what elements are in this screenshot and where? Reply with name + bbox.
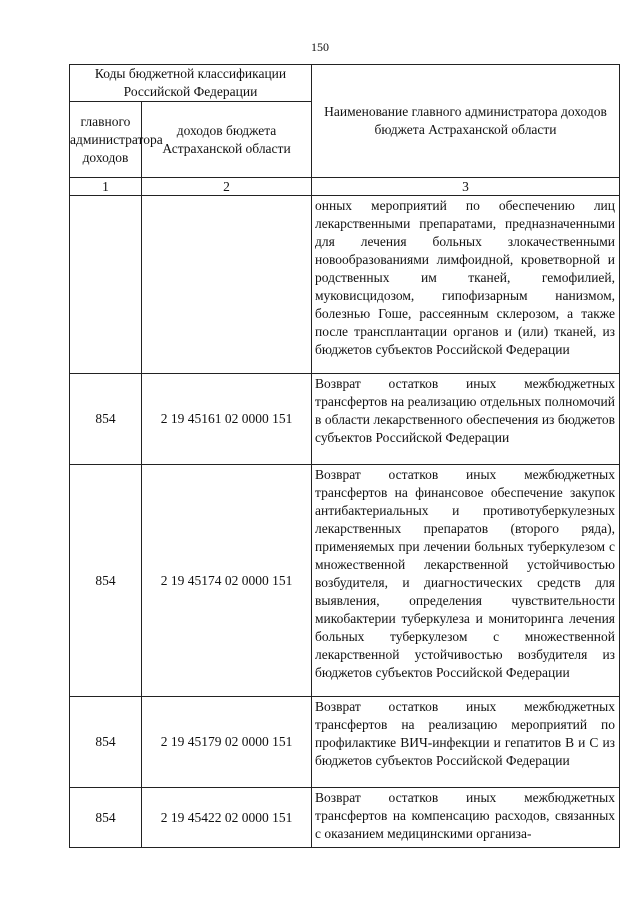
admin-column-header: главного администратора доходов bbox=[70, 102, 142, 178]
budget-code-cell bbox=[142, 196, 312, 374]
table-row bbox=[70, 196, 620, 374]
admin-code-cell: 854 bbox=[70, 697, 142, 788]
column-number: 1 bbox=[70, 178, 142, 196]
name-cell: Возврат остатков иных межбюджетных трансфертов на реализацию мероприятий по профилактике ВИЧ-инфекции и гепатитов B и C из бюджетов субъектов Российской Федерации bbox=[312, 697, 620, 788]
table-row bbox=[70, 788, 620, 848]
admin-code-cell: 854 bbox=[70, 374, 142, 465]
table-row bbox=[70, 697, 620, 788]
name-cell: Возврат остатков иных межбюджетных трансфертов на компенсацию расходов, связанных с оказанием медицинскими организа- bbox=[312, 788, 620, 848]
budget-code-cell: 2 19 45174 02 0000 151 bbox=[142, 465, 312, 697]
name-column-header: Наименование главного администратора доходов бюджета Астраханской области bbox=[312, 65, 620, 178]
group-header: Коды бюджетной классификации Российской Федерации bbox=[70, 65, 312, 102]
admin-code-cell: 854 bbox=[70, 788, 142, 848]
table-row bbox=[70, 374, 620, 465]
budget-codes-table bbox=[69, 64, 620, 848]
column-number: 3 bbox=[312, 178, 620, 196]
name-cell: онных мероприятий по обеспечению лиц лекарственными препаратами, предназначенными для лечения больных злокачественными новообразованиями лимфоидной, кроветворной и родственных им тканей, гемофилией, муковисцидозом, гипофизарным нанизмом, болезнью Гоше, рассеянным склерозом, а также после трансплантации органов и (или) тканей, из бюджетов субъектов Российской Федерации bbox=[312, 196, 620, 374]
admin-code-cell: 854 bbox=[70, 465, 142, 697]
column-number-row bbox=[70, 178, 620, 196]
page-number: 150 bbox=[311, 40, 329, 54]
admin-code-cell bbox=[70, 196, 142, 374]
budget-code-cell: 2 19 45422 02 0000 151 bbox=[142, 788, 312, 848]
name-cell: Возврат остатков иных межбюджетных трансфертов на финансовое обеспечение закупок антибактериальных и противотуберкулезных лекарственных препаратов (второго ряда), применяемых при лечении больных туберкулезом с множественной лекарственной устойчивостью возбудителя, и диагностических средств для выявления, определения чувствительности микобактерии туберкулеза и мониторинга лечения больных туберкулезом с множественной лекарственной устойчивостью возбудителя из бюджетов субъектов Российской Федерации bbox=[312, 465, 620, 697]
name-cell: Возврат остатков иных межбюджетных трансфертов на реализацию отдельных полномочий в области лекарственного обеспечения из бюджетов субъектов Российской Федерации bbox=[312, 374, 620, 465]
table-row bbox=[70, 465, 620, 697]
header-row-1 bbox=[70, 65, 620, 102]
budget-code-cell: 2 19 45179 02 0000 151 bbox=[142, 697, 312, 788]
budget-code-cell: 2 19 45161 02 0000 151 bbox=[142, 374, 312, 465]
code-column-header: доходов бюджета Астраханской области bbox=[142, 102, 312, 178]
column-number: 2 bbox=[142, 178, 312, 196]
